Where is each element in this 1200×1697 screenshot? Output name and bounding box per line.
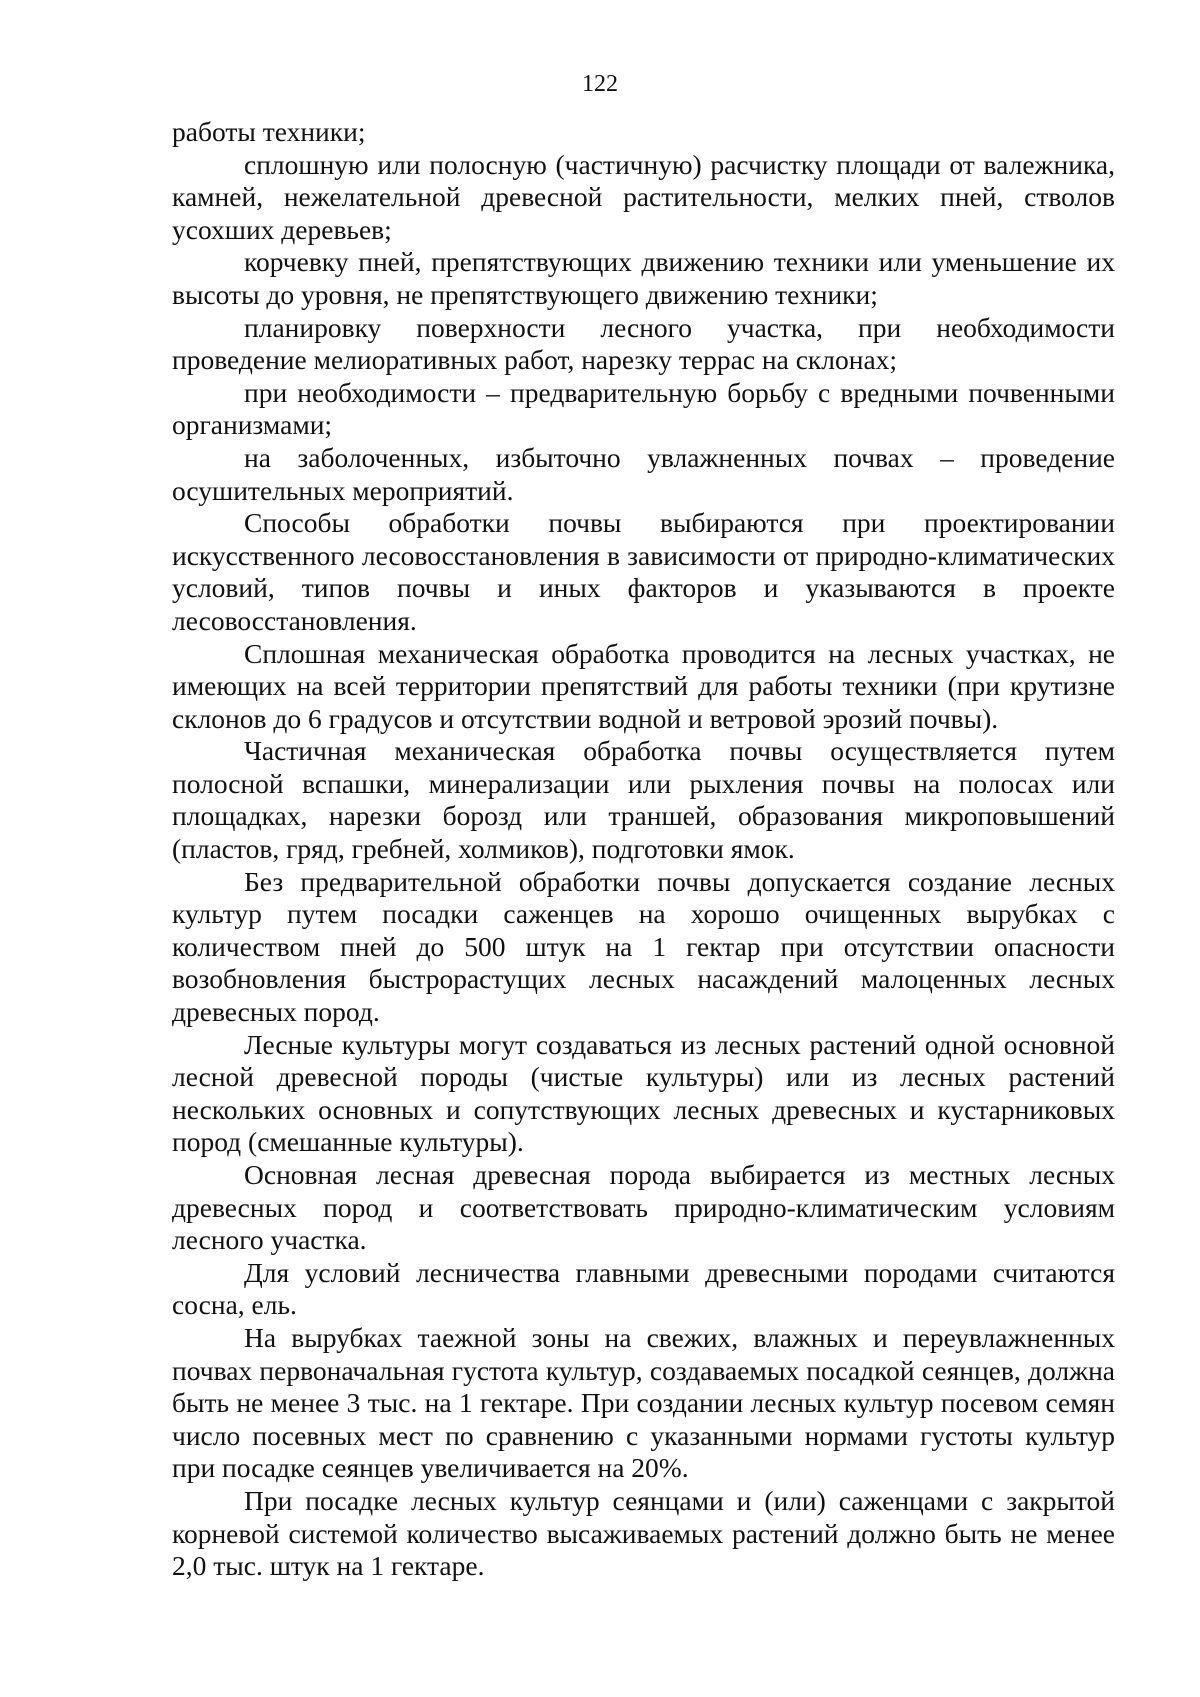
paragraph: Для условий лесничества главными древесными породами считаются сосна, ель. xyxy=(172,1256,1115,1321)
paragraph: Способы обработки почвы выбираются при проектировании искусственного лесовосстановления в зависимости от природно-климатических условий, типов почвы и иных факторов и указываются в проекте лесовосстановления. xyxy=(172,507,1115,636)
page-number: 122 xyxy=(582,71,618,97)
paragraph: корчевку пней, препятствующих движению техники или уменьшение их высоты до уровня, не препятствующего движению техники; xyxy=(172,246,1115,310)
document-body xyxy=(172,116,1115,1583)
paragraph: Основная лесная древесная порода выбирается из местных лесных древесных пород и соответствовать природно-климатическим условиям лесного участка. xyxy=(172,1159,1115,1256)
paragraph: при необходимости – предварительную борьбу с вредными почвенными организмами; xyxy=(172,376,1115,441)
paragraph: При посадке лесных культур сеянцами и (или) саженцами с закрытой корневой системой количество высаживаемых растений должно быть не менее 2,0 тыс. штук на 1 гектаре. xyxy=(172,1484,1115,1582)
paragraph: Без предварительной обработки почвы допускается создание лесных культур путем посадки саженцев на хорошо очищенных вырубках с количеством пней до 500 штук на 1 гектар при отсутствии опасности возобновления быстрорастущих лесных насаждений малоценных лесных древесных пород. xyxy=(172,865,1115,1028)
paragraph: Частичная механическая обработка почвы осуществляется путем полосной вспашки, минерализации или рыхления почвы на полосах или площадках, нарезки борозд или траншей, образования микроповышений (пластов, гряд, гребней, холмиков), подготовки ямок. xyxy=(172,735,1115,865)
paragraph: на заболоченных, избыточно увлажненных почвах – проведение осушительных мероприятий. xyxy=(172,441,1115,506)
paragraph: сплошную или полосную (частичную) расчистку площади от валежника, камней, нежелательной древесной растительности, мелких пней, стволов усохших деревьев; xyxy=(172,148,1115,245)
paragraph: Сплошная механическая обработка проводится на лесных участках, не имеющих на всей территории препятствий для работы техники (при крутизне склонов до 6 градусов и отсутствии водной и ветровой эрозий почвы). xyxy=(172,637,1115,734)
paragraph: работы техники; xyxy=(172,116,366,147)
paragraph: На вырубках таежной зоны на свежих, влажных и переувлажненных почвах первоначальная густота культур, создаваемых посадкой сеянцев, должна быть не менее 3 тыс. на 1 гектаре. При создании лесных культур посевом семян число посевных мест по сравнению с указанными нормами густоты культур при посадке сеянцев увеличивается на 20%. xyxy=(172,1321,1115,1484)
paragraph: Лесные культуры могут создаваться из лесных растений одной основной лесной древесной породы (чистые культуры) или из лесных растений нескольких основных и сопутствующих лесных древесных и кустарниковых пород (смешанные культуры). xyxy=(172,1028,1115,1158)
paragraph: планировку поверхности лесного участка, при необходимости проведение мелиоративных работ, нарезку террас на склонах; xyxy=(172,311,1115,376)
